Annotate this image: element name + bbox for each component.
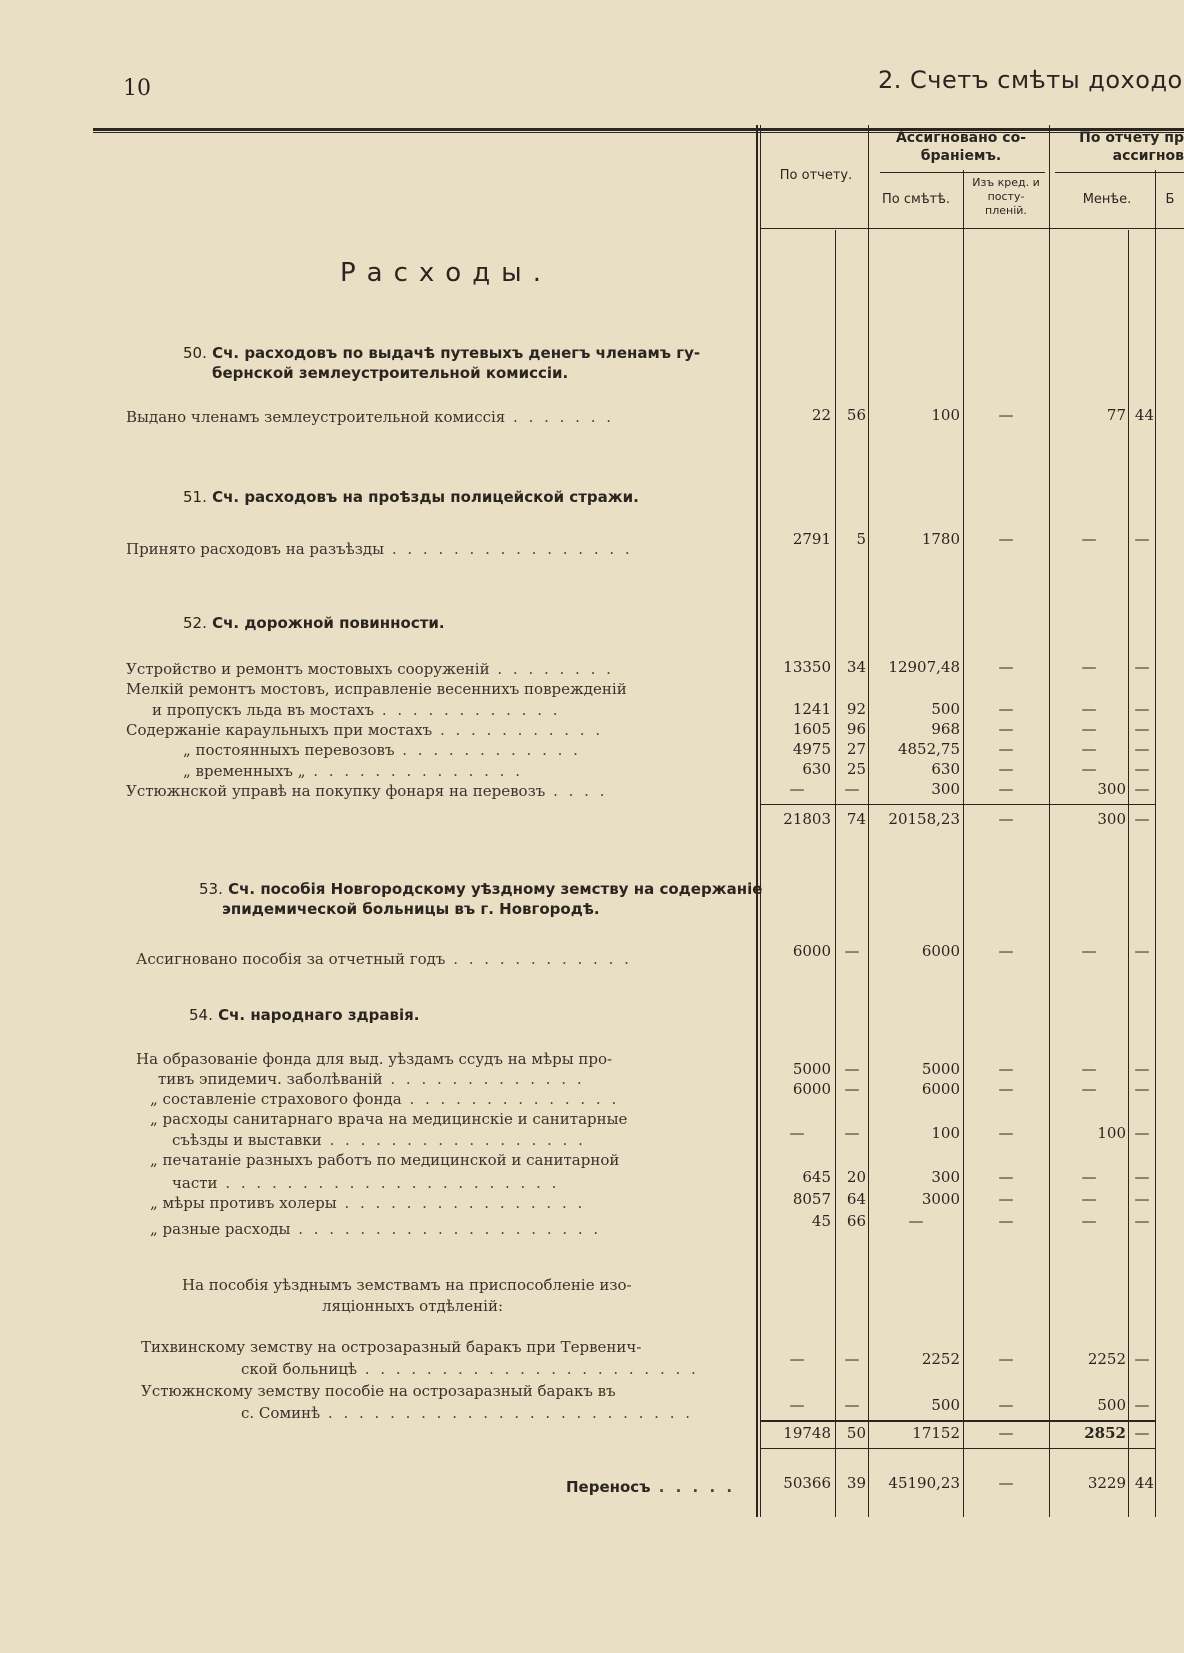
- section-heading-54: [189, 1006, 419, 1024]
- cell-menee-kop: —: [1134, 700, 1150, 718]
- cell-rub: 2791: [792, 530, 831, 548]
- cell-menee-kop-total: —: [1134, 1424, 1150, 1442]
- section-heading-53: [199, 880, 762, 898]
- cell-menee: 500: [1097, 1396, 1126, 1414]
- cell-kred: —: [998, 720, 1014, 738]
- col-rule-menee-kop: [1128, 230, 1129, 1517]
- section-title-text: Сч. расходовъ по выдачѣ путевыхъ денегъ членамъ гу-: [212, 344, 701, 362]
- cell-kop: 66: [846, 1212, 866, 1230]
- cell-kred: —: [998, 530, 1014, 548]
- cell-kred: —: [998, 406, 1014, 424]
- cell-menee-kop: —: [1134, 1124, 1150, 1142]
- col-header-po-otchetu: По отчету.: [779, 168, 853, 183]
- row-label: Ассигновано пособія за отчетный годъ . . . . . . . . . . . .: [136, 950, 632, 968]
- cell-smeta-carry: 45190,23: [888, 1474, 960, 1492]
- cell-smeta-total: 20158,23: [888, 810, 960, 828]
- cell-menee-kop: —: [1134, 658, 1150, 676]
- cell-rub: 4975: [792, 740, 831, 758]
- cell-rub: 45: [811, 1212, 831, 1230]
- cell-menee: 300: [1097, 780, 1126, 798]
- cell-menee-kop: —: [1134, 1190, 1150, 1208]
- cell-kred-carry: —: [998, 1474, 1014, 1492]
- cell-smeta: 12907,48: [888, 658, 960, 676]
- hdr-sub-rule-1: [880, 172, 1045, 173]
- cell-smeta: —: [908, 1212, 924, 1230]
- cell-kop: 5: [856, 530, 866, 548]
- cell-menee: —: [1081, 658, 1097, 676]
- cell-kop-total: 50: [846, 1424, 866, 1442]
- cell-kred: —: [998, 700, 1014, 718]
- cell-rub: —: [789, 1350, 805, 1368]
- row-label: Устюжнскому земству пособіе на острозаразный баракъ въ: [141, 1382, 616, 1400]
- section-number: 53.: [199, 880, 223, 898]
- cell-kop: —: [844, 780, 860, 798]
- cell-menee-total: 300: [1097, 810, 1126, 828]
- col-rule-assign: [1049, 125, 1050, 1517]
- section-heading-52: [183, 614, 445, 632]
- cell-menee-total: 2852: [1084, 1424, 1126, 1442]
- cell-smeta: 500: [931, 1396, 960, 1414]
- cell-menee-kop: —: [1134, 530, 1150, 548]
- cell-rub: 8057: [792, 1190, 831, 1208]
- cell-rub: 1605: [792, 720, 831, 738]
- section-title: Расходы.: [340, 258, 552, 288]
- cell-kop: 56: [846, 406, 866, 424]
- cell-rub: 645: [802, 1168, 831, 1186]
- cell-menee: 100: [1097, 1124, 1126, 1142]
- cell-menee-kop: —: [1134, 1212, 1150, 1230]
- row-label: „ постоянныхъ перевозовъ . . . . . . . . . . . .: [183, 741, 581, 759]
- cell-menee: —: [1081, 1190, 1097, 1208]
- cell-menee: —: [1081, 1212, 1097, 1230]
- cell-rub-total: 19748: [783, 1424, 831, 1442]
- col-rule-otchet: [868, 125, 869, 1517]
- cell-smeta: 5000: [921, 1060, 960, 1078]
- row-label: Мелкій ремонтъ мостовъ, исправленіе весеннихъ поврежденій: [126, 680, 627, 698]
- cell-kred: —: [998, 1190, 1014, 1208]
- cell-kred-total: —: [998, 1424, 1014, 1442]
- hdr-bottom-rule: [761, 228, 1184, 229]
- cell-kred: —: [998, 1168, 1014, 1186]
- cell-smeta-total: 17152: [912, 1424, 960, 1442]
- cell-menee: 2252: [1087, 1350, 1126, 1368]
- row-label: На образованіе фонда для выд. уѣздамъ ссудъ на мѣры про-: [136, 1050, 613, 1068]
- cell-kop: 64: [846, 1190, 866, 1208]
- subsection-heading: На пособія уѣзднымъ земствамъ на приспособленіе изо-: [182, 1276, 632, 1294]
- row-label-cont: ской больницѣ . . . . . . . . . . . . . . . . . . . . . .: [241, 1360, 699, 1378]
- cell-menee-kop: —: [1134, 760, 1150, 778]
- cell-kop: —: [844, 1080, 860, 1098]
- section-heading-50-cont: бернской землеустроительной комиссіи.: [212, 364, 569, 382]
- cell-menee-kop: —: [1134, 942, 1150, 960]
- col-rule-label: [756, 125, 758, 1517]
- cell-kop: —: [844, 942, 860, 960]
- cell-kop: 92: [846, 700, 866, 718]
- cell-menee: —: [1081, 760, 1097, 778]
- cell-menee-carry: 3229: [1087, 1474, 1126, 1492]
- col-header-b: Б: [1165, 192, 1175, 207]
- col-header-po-smete: По смѣтѣ.: [882, 192, 950, 207]
- cell-menee-kop-carry: 44: [1134, 1474, 1154, 1492]
- cell-rub: 630: [802, 760, 831, 778]
- section-title-text: Сч. дорожной повинности.: [212, 614, 445, 632]
- cell-menee-kop: —: [1134, 1350, 1150, 1368]
- cell-kop: 34: [846, 658, 866, 676]
- col-header-menee: Менѣе.: [1082, 192, 1132, 207]
- cell-kop: —: [844, 1124, 860, 1142]
- cell-menee-kop-total: —: [1134, 810, 1150, 828]
- cell-kop: 25: [846, 760, 866, 778]
- cell-rub: 1241: [792, 700, 831, 718]
- cell-kred: —: [998, 658, 1014, 676]
- cell-menee-kop: —: [1134, 720, 1150, 738]
- cell-kop: 96: [846, 720, 866, 738]
- cell-rub: —: [789, 1124, 805, 1142]
- row-label-cont: и пропускъ льда въ мостахъ . . . . . . . . . . . .: [152, 701, 561, 719]
- section-title-text: Сч. расходовъ на проѣзды полицейской стражи.: [212, 488, 639, 506]
- carryover-label: Переносъ . . . . .: [566, 1478, 736, 1496]
- cell-smeta: 100: [931, 406, 960, 424]
- cell-menee-kop: —: [1134, 1060, 1150, 1078]
- row-label: „ разные расходы . . . . . . . . . . . . . . . . . . . .: [150, 1220, 602, 1238]
- row-label-cont: тивъ эпидемич. заболѣваній . . . . . . . . . . . . .: [158, 1070, 585, 1088]
- cell-smeta: 2252: [921, 1350, 960, 1368]
- cell-kop: —: [844, 1396, 860, 1414]
- section-number: 54.: [189, 1006, 213, 1024]
- cell-kop-carry: 39: [846, 1474, 866, 1492]
- col-rule-kop: [835, 230, 836, 1517]
- cell-rub: 13350: [783, 658, 831, 676]
- cell-smeta: 4852,75: [897, 740, 960, 758]
- page-number: 10: [123, 76, 151, 101]
- cell-menee-kop: —: [1134, 1396, 1150, 1414]
- cell-kop: 20: [846, 1168, 866, 1186]
- cell-menee: —: [1081, 740, 1097, 758]
- section-title-text: Сч. народнаго здравія.: [218, 1006, 420, 1024]
- section-number: 50.: [183, 344, 207, 362]
- row-label: Содержаніе караульныхъ при мостахъ . . . . . . . . . . .: [126, 721, 604, 739]
- section-heading-50: [183, 344, 700, 362]
- row-label: „ составленіе страхового фонда . . . . . . . . . . . . . .: [150, 1090, 620, 1108]
- row-label-cont: части . . . . . . . . . . . . . . . . . . . . . .: [172, 1174, 560, 1192]
- cell-menee-kop: —: [1134, 1080, 1150, 1098]
- row-label: „ расходы санитарнаго врача на медицинскіе и санитарные: [150, 1110, 628, 1128]
- cell-menee: —: [1081, 1060, 1097, 1078]
- section-heading-53-cont: эпидемической больницы въ г. Новгородѣ.: [222, 900, 600, 918]
- section-number: 52.: [183, 614, 207, 632]
- section-title-text: Сч. пособія Новгородскому уѣздному земству на содержаніе: [228, 880, 763, 898]
- cell-smeta: 100: [931, 1124, 960, 1142]
- cell-kred: —: [998, 1060, 1014, 1078]
- col-header-assignovano: Ассигновано со- браніемъ.: [895, 130, 1027, 164]
- subtotal-rule-bottom: [761, 1448, 1155, 1449]
- cell-rub: 6000: [792, 942, 831, 960]
- cell-kred: —: [998, 942, 1014, 960]
- row-label: „ временныхъ „ . . . . . . . . . . . . . .: [183, 762, 523, 780]
- cell-menee: —: [1081, 1080, 1097, 1098]
- cell-menee: 77: [1106, 406, 1126, 424]
- cell-menee: —: [1081, 720, 1097, 738]
- row-label: Устюжнской управѣ на покупку фонаря на перевозъ . . . .: [126, 782, 608, 800]
- subsection-heading-cont: ляціонныхъ отдѣленій:: [322, 1297, 504, 1315]
- cell-smeta: 630: [931, 760, 960, 778]
- cell-rub: 22: [811, 406, 831, 424]
- row-label: Тихвинскому земству на острозаразный баракъ при Тервенич-: [141, 1338, 642, 1356]
- cell-smeta: 300: [931, 780, 960, 798]
- cell-kred: —: [998, 760, 1014, 778]
- cell-smeta: 968: [931, 720, 960, 738]
- row-label: „ печатаніе разныхъ работъ по медицинской и санитарной: [150, 1151, 620, 1169]
- cell-smeta: 3000: [921, 1190, 960, 1208]
- cell-rub: 5000: [792, 1060, 831, 1078]
- cell-kop: 27: [846, 740, 866, 758]
- section-heading-51: [183, 488, 639, 506]
- cell-smeta: 500: [931, 700, 960, 718]
- col-rule-label-2: [760, 125, 761, 1517]
- subtotal-rule: [761, 1420, 1155, 1422]
- cell-kred: —: [998, 1396, 1014, 1414]
- cell-kred: —: [998, 1124, 1014, 1142]
- row-label: „ мѣры противъ холеры . . . . . . . . . . . . . . . .: [150, 1194, 586, 1212]
- hdr-sub-rule-2: [1055, 172, 1184, 173]
- cell-smeta: 1780: [921, 530, 960, 548]
- cell-menee: —: [1081, 1168, 1097, 1186]
- cell-menee-kop: —: [1134, 740, 1150, 758]
- col-rule-menee: [1155, 170, 1156, 1517]
- cell-menee: —: [1081, 530, 1097, 548]
- cell-rub: 6000: [792, 1080, 831, 1098]
- col-rule-smeta: [963, 170, 964, 1517]
- cell-kred: —: [998, 780, 1014, 798]
- subtotal-rule: [761, 804, 1155, 805]
- row-label: Принято расходовъ на разъѣзды . . . . . . . . . . . . . . . .: [126, 540, 633, 558]
- cell-rub: —: [789, 1396, 805, 1414]
- cell-rub-total: 21803: [783, 810, 831, 828]
- cell-menee-kop: 44: [1134, 406, 1154, 424]
- cell-rub-carry: 50366: [783, 1474, 831, 1492]
- cell-menee: —: [1081, 700, 1097, 718]
- cell-menee-kop: —: [1134, 780, 1150, 798]
- row-label: Выдано членамъ землеустроительной комиссія . . . . . . .: [126, 408, 615, 426]
- cell-kop: —: [844, 1350, 860, 1368]
- cell-rub: —: [789, 780, 805, 798]
- running-title: 2. Счетъ смѣты доходо: [878, 66, 1183, 94]
- cell-menee: —: [1081, 942, 1097, 960]
- cell-smeta: 6000: [921, 942, 960, 960]
- cell-kred-total: —: [998, 810, 1014, 828]
- cell-kred: —: [998, 740, 1014, 758]
- cell-smeta: 300: [931, 1168, 960, 1186]
- cell-kred: —: [998, 1080, 1014, 1098]
- cell-kred: —: [998, 1212, 1014, 1230]
- col-header-po-otchetu-pr: По отчету пр ассигнов: [1079, 130, 1184, 164]
- cell-kop: —: [844, 1060, 860, 1078]
- section-number: 51.: [183, 488, 207, 506]
- row-label: Устройство и ремонтъ мостовыхъ сооруженій . . . . . . . .: [126, 660, 614, 678]
- row-label-cont: съѣзды и выставки . . . . . . . . . . . . . . . . .: [172, 1131, 586, 1149]
- row-label-cont: с. Соминѣ . . . . . . . . . . . . . . . . . . . . . . . .: [241, 1404, 694, 1422]
- cell-menee-kop: —: [1134, 1168, 1150, 1186]
- cell-kred: —: [998, 1350, 1014, 1368]
- cell-smeta: 6000: [921, 1080, 960, 1098]
- cell-kop-total: 74: [846, 810, 866, 828]
- col-header-iz-kred: Изъ кред. и посту- пленій.: [972, 176, 1040, 217]
